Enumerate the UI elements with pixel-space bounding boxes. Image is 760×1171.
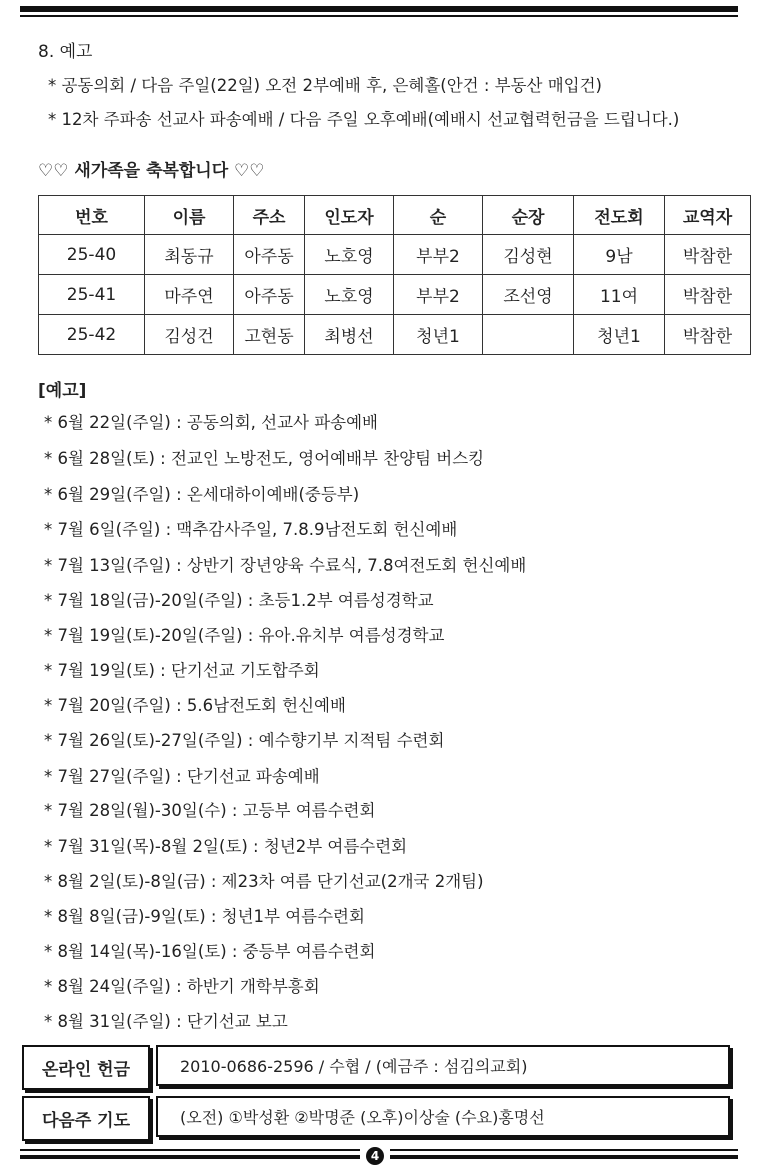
next-prayer-value: (오전) ①박성환 ②박명준 (오후)이상술 (수요)홍명선 [156,1096,730,1137]
footer-rule-right [390,1149,738,1159]
notice-item: * 8월 14일(목)-16일(토) : 중등부 여름수련회 [44,942,376,961]
notice-item: * 7월 27일(주일) : 단기선교 파송예배 [44,767,320,786]
notice-item: * 8월 2일(토)-8일(금) : 제23차 여름 단기선교(2개국 2개팀) [44,872,484,891]
table-cell: 25-40 [39,235,145,275]
new-family-title: ♡♡ 새가족을 축복합니다 ♡♡ [38,161,265,181]
top-rule-thin [20,15,738,17]
new-family-table [38,195,751,355]
notice-item: * 6월 29일(주일) : 온세대하이예배(중등부) [44,485,360,504]
header-cell: 순장 [483,196,574,235]
header-cell: 이름 [145,196,234,235]
notice-item: * 7월 26일(토)-27일(주일) : 예수향기부 지적팀 수련회 [44,731,445,750]
table-cell: 청년1 [394,315,483,355]
table-cell: 25-41 [39,275,145,315]
notice-item: * 7월 19일(토)-20일(주일) : 유아.유치부 여름성경학교 [44,626,445,645]
table-cell: 노호영 [305,235,394,275]
table-cell: 마주연 [145,275,234,315]
announcement-item: * 12차 주파송 선교사 파송예배 / 다음 주일 오후예배(예배시 선교협력헌금을 드립니다.) [48,110,680,129]
header-cell: 교역자 [665,196,751,235]
notice-item: * 7월 20일(주일) : 5.6남전도회 헌신예배 [44,696,346,715]
online-offering-label: 온라인 헌금 [22,1045,150,1090]
table-row [39,315,751,355]
table-cell: 아주동 [234,235,305,275]
notice-item: * 7월 6일(주일) : 맥추감사주일, 7.8.9남전도회 헌신예배 [44,520,458,539]
table-cell: 청년1 [574,315,665,355]
notice-item: * 7월 13일(주일) : 상반기 장년양육 수료식, 7.8여전도회 헌신예배 [44,556,527,575]
table-cell: 박참한 [665,275,751,315]
table-header-row [39,196,751,235]
top-rule [20,6,738,12]
table-cell: 최병선 [305,315,394,355]
notice-item: * 6월 22일(주일) : 공동의회, 선교사 파송예배 [44,413,378,432]
header-cell: 인도자 [305,196,394,235]
notice-item: * 7월 31일(목)-8월 2일(토) : 청년2부 여름수련회 [44,837,408,856]
page-number: 4 [366,1147,384,1165]
footer-rule-left [20,1149,360,1159]
header-cell: 전도회 [574,196,665,235]
next-prayer-label: 다음주 기도 [22,1096,150,1141]
table-cell: 11여 [574,275,665,315]
header-cell: 주소 [234,196,305,235]
table-cell: 고현동 [234,315,305,355]
table-cell: 아주동 [234,275,305,315]
table-cell: 박참한 [665,235,751,275]
table-row [39,235,751,275]
notice-heading: [예고] [38,381,87,401]
header-cell: 순 [394,196,483,235]
notice-item: * 8월 24일(주일) : 하반기 개학부흥회 [44,977,320,996]
table-cell: 김성건 [145,315,234,355]
notice-item: * 7월 28일(월)-30일(수) : 고등부 여름수련회 [44,801,376,820]
announcement-item: * 공동의회 / 다음 주일(22일) 오전 2부예배 후, 은혜홀(안건 : 부동산 매입건) [48,76,602,95]
table-cell: 9남 [574,235,665,275]
table-cell: 부부2 [394,235,483,275]
table-cell: 김성현 [483,235,574,275]
table-cell: 최동규 [145,235,234,275]
notice-item: * 8월 31일(주일) : 단기선교 보고 [44,1012,288,1031]
notice-item: * 8월 8일(금)-9일(토) : 청년1부 여름수련회 [44,907,365,926]
table-cell: 25-42 [39,315,145,355]
online-offering-account: 2010-0686-2596 / 수협 / (예금주 : 섬김의교회) [156,1045,730,1086]
table-row [39,275,751,315]
table-cell: 노호영 [305,275,394,315]
table-cell [483,315,574,355]
header-cell: 번호 [39,196,145,235]
notice-item: * 7월 19일(토) : 단기선교 기도합주회 [44,661,320,680]
notice-item: * 7월 18일(금)-20일(주일) : 초등1.2부 여름성경학교 [44,591,434,610]
announcements-heading: 8. 예고 [38,42,93,62]
table-cell: 부부2 [394,275,483,315]
notice-item: * 6월 28일(토) : 전교인 노방전도, 영어예배부 찬양팀 버스킹 [44,449,485,468]
table-cell: 조선영 [483,275,574,315]
table-cell: 박참한 [665,315,751,355]
